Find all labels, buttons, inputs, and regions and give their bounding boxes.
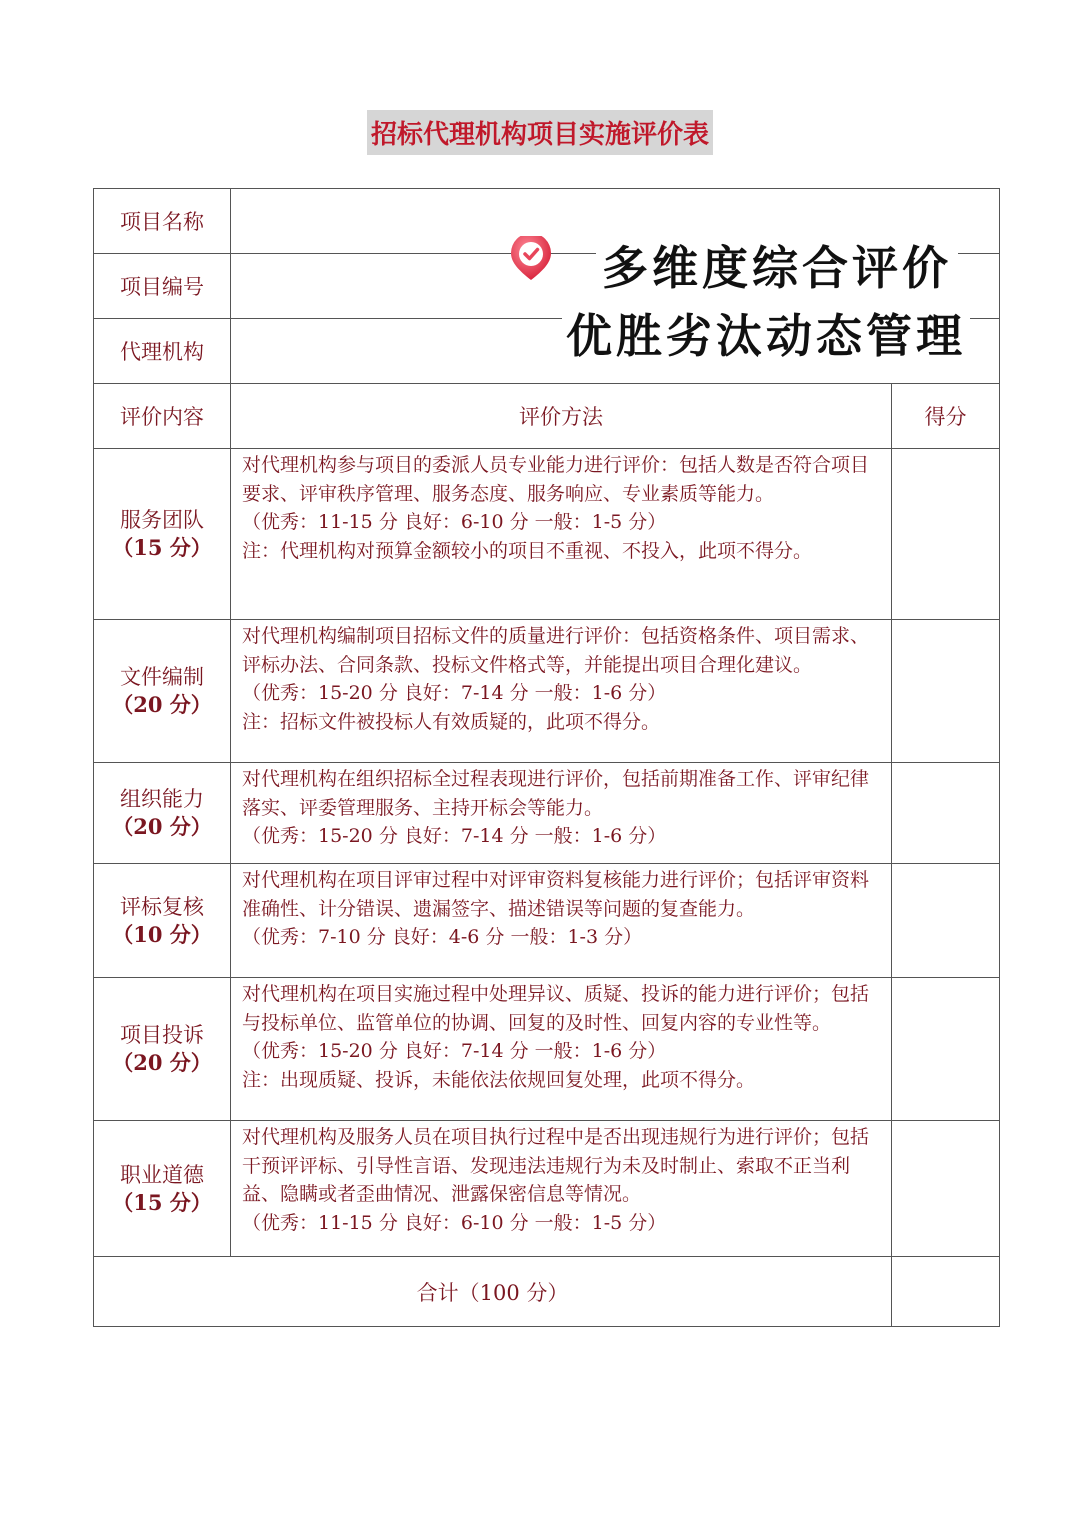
criteria-category bbox=[94, 763, 231, 864]
score-cell[interactable] bbox=[892, 1121, 1000, 1257]
header-content: 评价内容 bbox=[94, 384, 231, 449]
criteria-category bbox=[94, 620, 231, 763]
criteria-method bbox=[231, 449, 892, 620]
method-line: 对代理机构在组织招标全过程表现进行评价，包括前期准备工作、评审纪律落实、评委管理服务、主持开标会等能力。 bbox=[242, 768, 870, 819]
criteria-points: （15 分） bbox=[112, 1189, 212, 1215]
title-wrap bbox=[0, 110, 1080, 155]
total-score-cell[interactable] bbox=[892, 1257, 1000, 1327]
method-line: （优秀：11-15 分 良好：6-10 分 一般：1-5 分） bbox=[242, 511, 667, 534]
header-score: 得分 bbox=[892, 384, 1000, 449]
criteria-method bbox=[231, 763, 892, 864]
method-line: 注：招标文件被投标人有效质疑的，此项不得分。 bbox=[242, 710, 661, 733]
score-cell[interactable] bbox=[892, 449, 1000, 620]
criteria-points: （10 分） bbox=[112, 921, 212, 947]
criteria-points: （20 分） bbox=[112, 814, 212, 839]
method-line: 注：出现质疑、投诉，未能依法依规回复处理，此项不得分。 bbox=[242, 1068, 756, 1091]
info-label: 项目名称 bbox=[94, 189, 231, 254]
method-line: 对代理机构编制项目招标文件的质量进行评价：包括资格条件、项目需求、评标办法、合同条款、投标文件格式等，并能提出项目合理化建议。 bbox=[242, 625, 870, 676]
criteria-name: 评标复核 bbox=[120, 894, 204, 919]
method-line: 对代理机构在项目评审过程中对评审资料复核能力进行评价；包括评审资料准确性、计分错误、遗漏签字、描述错误等问题的复查能力。 bbox=[242, 869, 870, 920]
criteria-category bbox=[94, 1121, 231, 1257]
criteria-category bbox=[94, 864, 231, 978]
method-line: （优秀：7-10 分 良好：4-6 分 一般：1-3 分） bbox=[242, 926, 643, 949]
criteria-row bbox=[94, 1121, 1000, 1257]
method-line: 对代理机构参与项目的委派人员专业能力进行评价：包括人数是否符合项目要求、评审秩序管理、服务态度、服务响应、专业素质等能力。 bbox=[242, 454, 870, 505]
method-line: 对代理机构在项目实施过程中处理异议、质疑、投诉的能力进行评价；包括与投标单位、监管单位的协调、回复的及时性、回复内容的专业性等。 bbox=[242, 983, 870, 1034]
total-row bbox=[94, 1257, 1000, 1327]
overlay-banner bbox=[508, 226, 1000, 362]
criteria-row bbox=[94, 978, 1000, 1121]
check-badge-icon bbox=[508, 236, 554, 282]
criteria-method bbox=[231, 978, 892, 1121]
page-title: 招标代理机构项目实施评价表 bbox=[367, 110, 713, 155]
criteria-method bbox=[231, 864, 892, 978]
criteria-row bbox=[94, 449, 1000, 620]
score-cell[interactable] bbox=[892, 620, 1000, 763]
method-line: 对代理机构及服务人员在项目执行过程中是否出现违规行为进行评价；包括干预评评标、引导性言语、发现违法违规行为未及时制止、索取不正当利益、隐瞒或者歪曲情况、泄露保密信息等情况。 bbox=[242, 1126, 870, 1206]
score-cell[interactable] bbox=[892, 978, 1000, 1121]
method-line: （优秀：11-15 分 良好：6-10 分 一般：1-5 分） bbox=[242, 1211, 667, 1234]
criteria-category bbox=[94, 449, 231, 620]
score-cell[interactable] bbox=[892, 864, 1000, 978]
criteria-name: 组织能力 bbox=[120, 787, 204, 811]
method-line: （优秀：15-20 分 良好：7-14 分 一般：1-6 分） bbox=[242, 682, 667, 705]
method-line: 注：代理机构对预算金额较小的项目不重视、不投入，此项不得分。 bbox=[242, 539, 813, 562]
info-label: 项目编号 bbox=[94, 254, 231, 319]
header-method: 评价方法 bbox=[231, 384, 892, 449]
criteria-row bbox=[94, 864, 1000, 978]
criteria-method bbox=[231, 1121, 892, 1257]
criteria-points: （15 分） bbox=[112, 535, 212, 560]
info-label: 代理机构 bbox=[94, 319, 231, 384]
criteria-name: 项目投诉 bbox=[120, 1023, 204, 1047]
criteria-row bbox=[94, 763, 1000, 864]
overlay-line1: 多维度综合评价 bbox=[596, 232, 958, 298]
criteria-points: （20 分） bbox=[112, 1050, 212, 1075]
criteria-row bbox=[94, 620, 1000, 763]
header-row bbox=[94, 384, 1000, 449]
criteria-name: 服务团队 bbox=[120, 508, 204, 532]
method-line: （优秀：15-20 分 良好：7-14 分 一般：1-6 分） bbox=[242, 825, 667, 848]
score-cell[interactable] bbox=[892, 763, 1000, 864]
overlay-line2: 优胜劣汰动态管理 bbox=[562, 300, 970, 366]
criteria-name: 职业道德 bbox=[120, 1162, 204, 1187]
criteria-points: （20 分） bbox=[112, 692, 212, 717]
criteria-method bbox=[231, 620, 892, 763]
criteria-category bbox=[94, 978, 231, 1121]
criteria-name: 文件编制 bbox=[120, 665, 204, 689]
method-line: （优秀：15-20 分 良好：7-14 分 一般：1-6 分） bbox=[242, 1040, 667, 1063]
total-label: 合计（100 分） bbox=[94, 1257, 892, 1327]
